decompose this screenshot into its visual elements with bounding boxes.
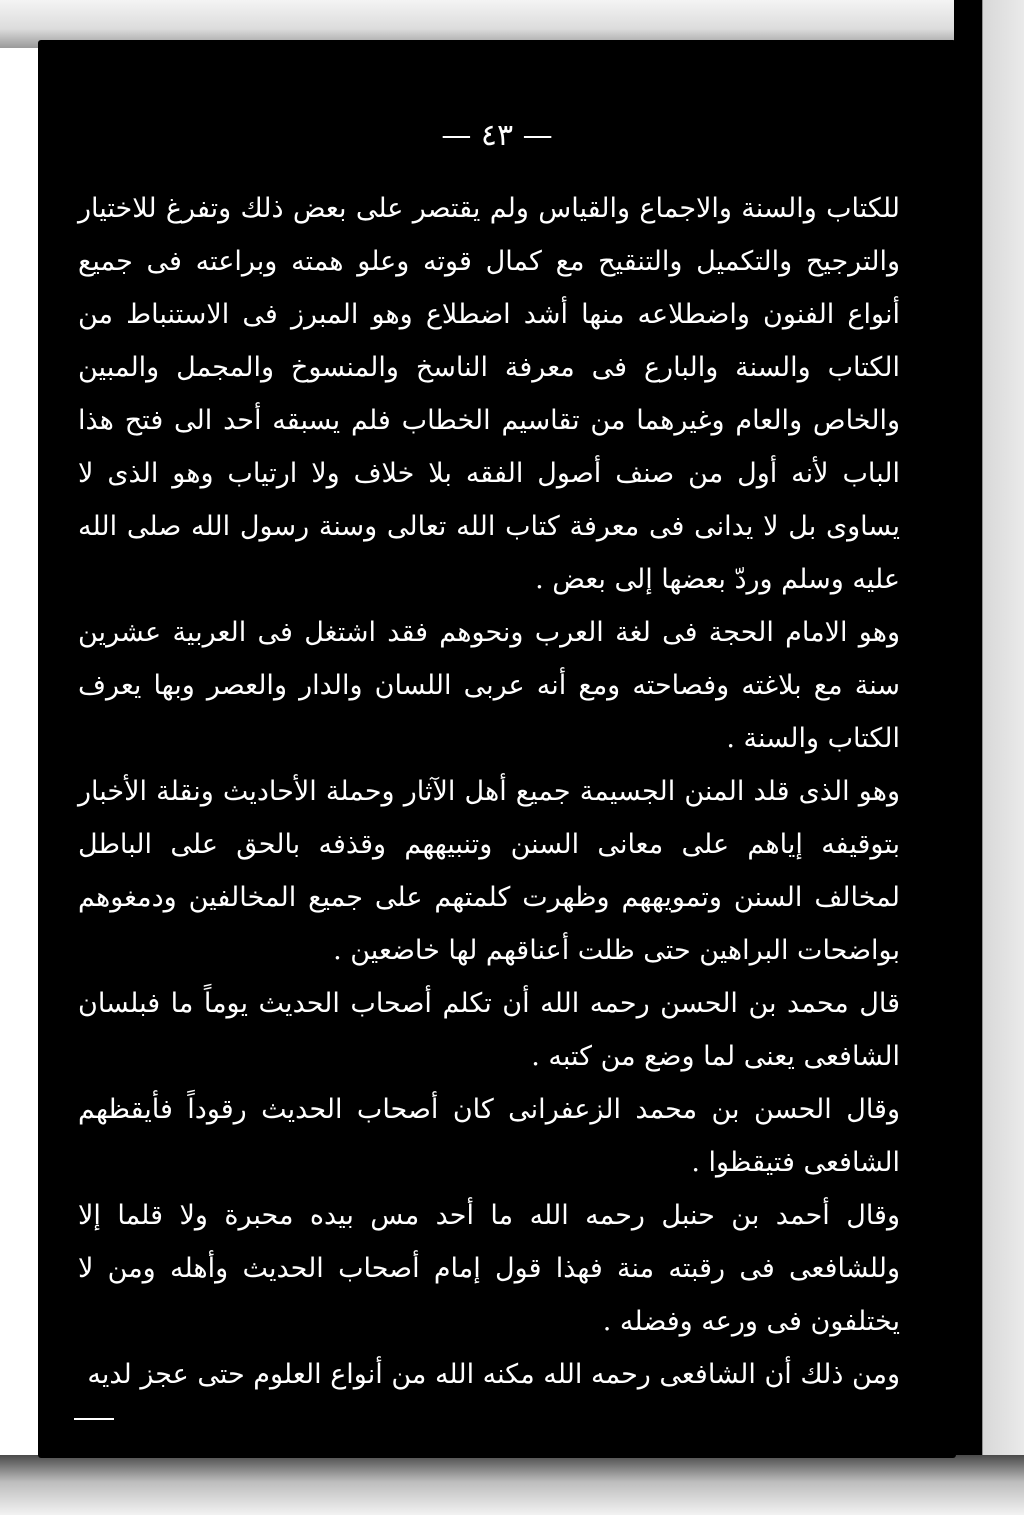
book-page (38, 40, 956, 1458)
paragraph-7: ومن ذلك أن الشافعى رحمه الله مكنه الله من أنواع العلوم حتى عجز لديه (87, 1359, 900, 1390)
paragraph-4: قال محمد بن الحسن رحمه الله أن تكلم أصحاب الحديث يوماً ما فبلسان الشافعى يعنى لما وضع من كتبه . (78, 988, 900, 1072)
paragraph-3: وهو الذى قلد المنن الجسيمة جميع أهل الآثار وحملة الأحاديث ونقلة الأخبار بتوقيفه إياهم على معانى السنن وتنبيههم وقذفه بالحق على الباطل لمخالف السنن وتمويههم وظهرت كلمتهم على جميع المخالفين ودمغوهم بواضحات البراهين حتى ظلت أعناقهم لها خاضعين . (78, 776, 900, 966)
paragraph-1: للكتاب والسنة والاجماع والقياس ولم يقتصر على بعض ذلك وتفرغ للاختيار والترجيح والتكميل والتنقيح مع كمال قوته وعلو همته وبراعته فى جميع أنواع الفنون واضطلاعه منها أشد اضطلاع وهو المبرز فى الاستنباط من الكتاب والسنة والبارع فى معرفة الناسخ والمنسوخ والمجمل والمبين والخاص والعام وغيرهما من تقاسيم الخطاب فلم يسبقه أحد الى فتح هذا الباب لأنه أول من صنف أصول الفقه بلا خلاف ولا ارتياب وهو الذى لا يساوى بل لا يدانى فى معرفة كتاب الله تعالى وسنة رسول الله صلى الله عليه وسلم وردّ بعضها إلى بعض . (78, 193, 900, 595)
page-body-text (78, 182, 900, 1401)
paragraph-2: وهو الامام الحجة فى لغة العرب ونحوهم فقد اشتغل فى العربية عشرين سنة مع بلاغته وفصاحته ومع أنه عربى اللسان والدار والعصر وبها يعرف الكتاب والسنة . (78, 617, 900, 754)
paragraph-6: وقال أحمد بن حنبل رحمه الله ما أحد مس بيده محبرة ولا قلما إلا وللشافعى فى رقبته منة فهذا قول إمام أصحاب الحديث وأهله ومن لا يختلفون فى ورعه وفضله . (78, 1200, 900, 1337)
page-number: — ٤٣ — (441, 118, 553, 153)
scan-edge-right (954, 0, 1024, 1515)
line-continuation-mark (74, 1418, 114, 1420)
paragraph-5: وقال الحسن بن محمد الزعفرانى كان أصحاب الحديث رقوداً فأيقظهم الشافعى فتيقظوا . (78, 1094, 900, 1178)
scan-edge-bottom (0, 1455, 1024, 1515)
